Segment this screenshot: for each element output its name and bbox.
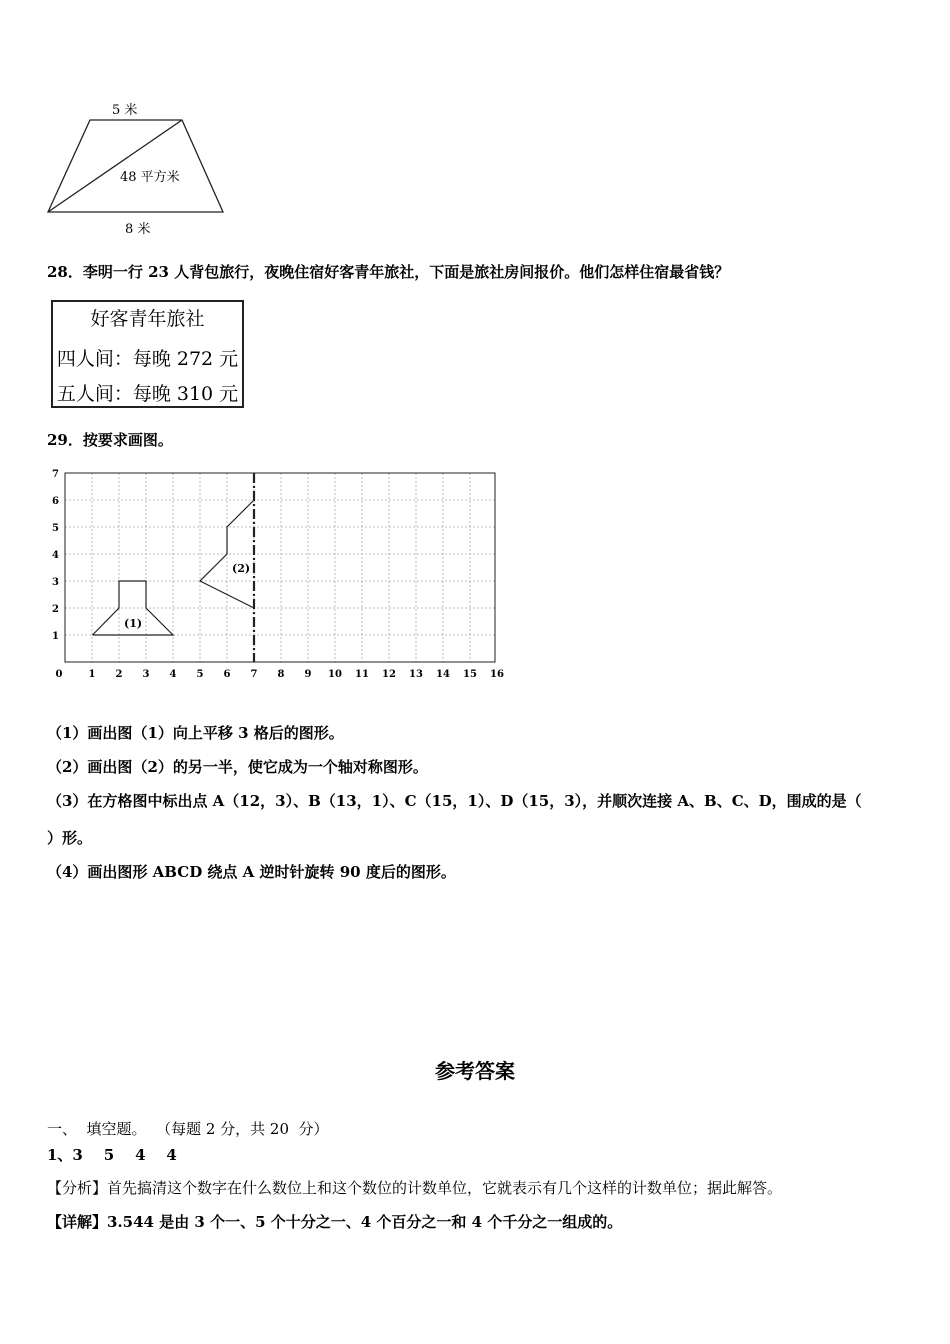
x-tick-label: 3 <box>142 669 150 680</box>
answer-1: 1、3 5 4 4 <box>47 1146 177 1164</box>
coordinate-grid <box>40 462 510 684</box>
trapezoid-bottom-label: 8 米 <box>125 222 151 237</box>
x-tick-label: 12 <box>382 669 396 680</box>
y-tick-label: 4 <box>52 550 59 561</box>
grid-lines <box>65 473 497 662</box>
x-tick-label: 9 <box>304 669 312 680</box>
answer-1-analysis: 【分析】首先搞清这个数字在什么数位上和这个数位的计数单位，它就表示有几个这样的计数单位；据此解答。 <box>47 1179 783 1197</box>
question-29-text: 29．按要求画图。 <box>47 431 173 449</box>
q29-item-2: （2）画出图（2）的另一半，使它成为一个轴对称图形。 <box>47 758 428 776</box>
y-tick-label: 5 <box>52 523 59 534</box>
q29-item-3-continued: ）形。 <box>47 829 93 847</box>
q29-item-3: （3）在方格图中标出点 A（12，3）、B（13，1）、C（15，1）、D（15，3），并顺次连接 A、B、C、D，围成的是（ <box>47 792 862 810</box>
trapezoid-top-label: 5 米 <box>112 103 138 118</box>
y-tick-label: 3 <box>52 577 59 588</box>
q29-item-1: （1）画出图（1）向上平移 3 格后的图形。 <box>47 724 344 742</box>
x-tick-label: 6 <box>223 669 231 680</box>
hostel-sign-row-five: 五人间：每晚 310 元 <box>56 383 239 405</box>
grid-border <box>65 473 495 662</box>
y-tick-label: 7 <box>52 469 59 480</box>
answer-1-detail: 【详解】3.544 是由 3 个一、5 个十分之一、4 个百分之一和 4 个千分之一组成的。 <box>47 1213 623 1231</box>
x-tick-label: 15 <box>463 669 477 680</box>
x-tick-label: 13 <box>409 669 423 680</box>
q29-item-4: （4）画出图形 ABCD 绕点 A 逆时针旋转 90 度后的图形。 <box>47 863 456 881</box>
y-tick-label: 2 <box>52 604 59 615</box>
x-tick-label: 16 <box>490 669 504 680</box>
shape-2-label: (2) <box>232 562 251 575</box>
shape-1-label: (1) <box>124 617 143 630</box>
trapezoid-area-label: 48 平方米 <box>120 170 180 185</box>
hostel-price-sign <box>51 300 244 408</box>
x-tick-label: 1 <box>88 669 96 680</box>
x-tick-label: 2 <box>115 669 123 680</box>
hostel-sign-title: 好客青年旅社 <box>90 308 205 330</box>
answers-title: 参考答案 <box>435 1059 515 1083</box>
y-tick-label: 6 <box>52 496 59 507</box>
x-tick-label: 8 <box>277 669 285 680</box>
x-tick-label: 11 <box>355 669 369 680</box>
x-tick-label: 10 <box>328 669 342 680</box>
x-tick-label: 7 <box>250 669 258 680</box>
question-28-text: 28．李明一行 23 人背包旅行，夜晚住宿好客青年旅社，下面是旅社房间报价。他们怎样住宿最省钱？ <box>47 263 730 281</box>
x-tick-label: 4 <box>169 669 177 680</box>
hostel-sign-row-four: 四人间：每晚 272 元 <box>56 348 239 370</box>
x-tick-label: 14 <box>436 669 450 680</box>
y-tick-label: 1 <box>52 631 59 642</box>
y-axis-ticks <box>52 469 59 642</box>
x-axis-ticks <box>56 669 504 680</box>
x-tick-label: 5 <box>196 669 204 680</box>
x-tick-label: 0 <box>55 669 63 680</box>
answers-section-heading: 一、 填空题。 （每题 2 分，共 20 分） <box>47 1120 329 1138</box>
